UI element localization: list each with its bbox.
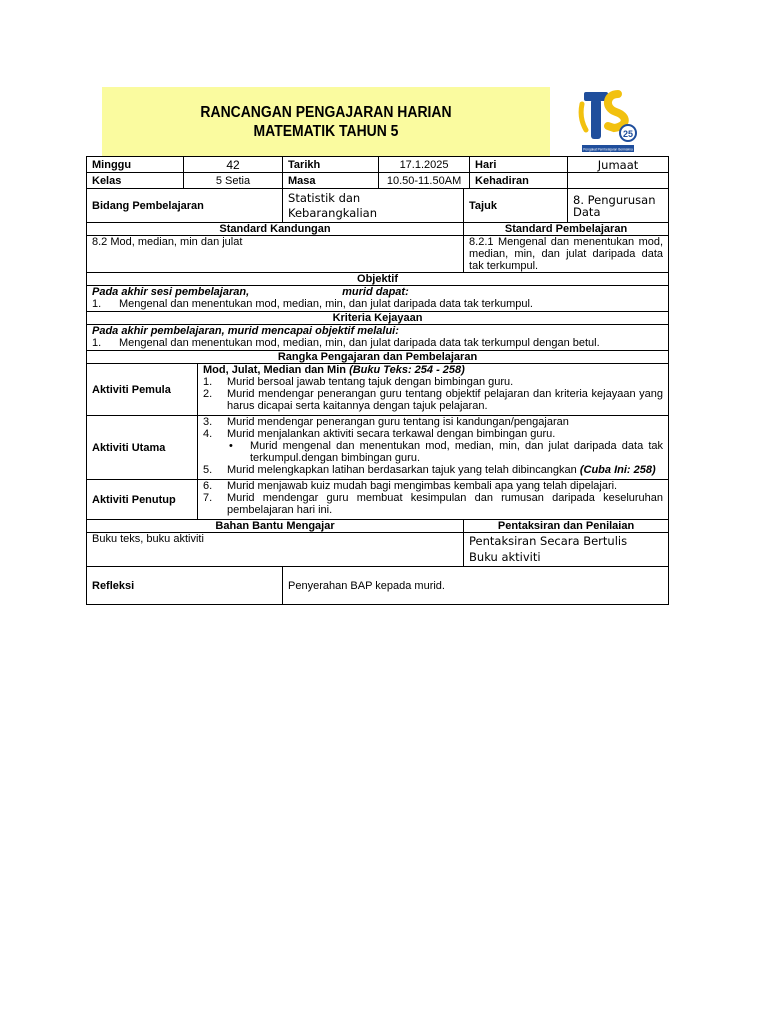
- list-item: 2. Murid mendengar penerangan guru tentang objektif pelajaran dan kriteria kejayaan yang harus dicapai serta kaitannya dengan tajuk pelajaran.: [203, 388, 664, 412]
- objektif-item-number: 1.: [92, 298, 102, 310]
- kehadiran-label: Kehadiran: [470, 173, 568, 189]
- objektif-item: Mengenal dan menentukan mod, median, min, dan julat daripada data tak terkumpul.: [119, 298, 533, 310]
- list-item: 1. Murid bersoal jawab tentang tajuk dengan bimbingan guru.: [203, 376, 514, 388]
- pentaksiran-label: Pentaksiran dan Penilaian: [464, 520, 669, 533]
- bahan-label: Bahan Bantu Mengajar: [87, 520, 464, 533]
- objektif-intro-b: murid dapat:: [342, 286, 409, 298]
- pentaksiran-value-1: Pentaksiran Secara Bertulis: [469, 534, 628, 548]
- aktiviti-pemula-label: Aktiviti Pemula: [87, 364, 198, 416]
- aktiviti-penutup-label: Aktiviti Penutup: [87, 480, 198, 520]
- kriteria-label: Kriteria Kejayaan: [87, 312, 669, 325]
- bullet-icon: •: [229, 440, 233, 452]
- hari-value: Jumaat: [568, 157, 669, 173]
- tarikh-label: Tarikh: [283, 157, 379, 173]
- title-banner: [102, 87, 550, 156]
- standard-pembelajaran-label: Standard Pembelajaran: [464, 223, 669, 236]
- pemula-ref: (Buku Teks: 254 - 258): [349, 364, 465, 376]
- list-item: 5. Murid melengkapkan latihan berdasarkan tajuk yang telah dibincangkan (Cuba Ini: 258): [203, 464, 656, 476]
- hari-label: Hari: [470, 157, 568, 173]
- refleksi-label: Refleksi: [87, 567, 283, 605]
- list-item: 4. Murid menjalankan aktiviti secara terkawal dengan bimbingan guru.: [203, 428, 556, 440]
- minggu-value: 42: [184, 157, 283, 173]
- kelas-value: 5 Setia: [184, 173, 283, 189]
- tajuk-label: Tajuk: [464, 189, 568, 223]
- bahan-value: Buku teks, buku aktiviti: [87, 533, 464, 567]
- page-subtitle: MATEMATIK TAHUN 5: [253, 123, 399, 140]
- refleksi-value: Penyerahan BAP kepada murid.: [283, 567, 669, 605]
- standard-kandungan-label: Standard Kandungan: [87, 223, 464, 236]
- masa-value: 10.50-11.50AM: [379, 173, 470, 189]
- pentaksiran-value-2: Buku aktiviti: [469, 550, 541, 564]
- kehadiran-value: [568, 173, 669, 189]
- standard-pembelajaran-value: 8.2.1 Mengenal dan menentukan mod, median, min, dan julat daripada data tak terkumpul.: [464, 236, 669, 273]
- list-item: 6. Murid menjawab kuiz mudah bagi mengimbas kembali apa yang telah dipelajari.: [203, 480, 618, 492]
- page-title: RANCANGAN PENGAJARAN HARIAN: [200, 104, 452, 121]
- bidang-value-1: Statistik dan: [288, 190, 361, 205]
- kriteria-item-number: 1.: [92, 337, 102, 349]
- pemula-heading: Mod, Julat, Median dan Min: [203, 364, 346, 376]
- tajuk-value: 8. Pengurusan Data: [568, 189, 669, 223]
- masa-label: Masa: [283, 173, 379, 189]
- bidang-value-2: Kebarangkalian: [288, 205, 378, 220]
- logo-number: 25: [622, 129, 634, 139]
- minggu-label: Minggu: [87, 157, 184, 173]
- standard-kandungan-value: 8.2 Mod, median, min dan julat: [87, 236, 464, 273]
- bidang-label: Bidang Pembelajaran: [87, 189, 283, 223]
- lesson-plan-table: [86, 156, 669, 605]
- logo-caption: Pengakat Pembelajaran Bermakna: [583, 147, 633, 152]
- objektif-label: Objektif: [87, 273, 669, 286]
- list-item: 3. Murid mendengar penerangan guru tentang isi kandungan/pengajaran: [203, 416, 569, 428]
- objektif-intro-a: Pada akhir sesi pembelajaran,: [92, 286, 250, 298]
- kriteria-item: Mengenal dan menentukan mod, median, min, dan julat daripada data tak terkumpul dengan betul.: [119, 337, 600, 349]
- kelas-label: Kelas: [87, 173, 184, 189]
- tarikh-value: 17.1.2025: [379, 157, 470, 173]
- kriteria-intro: Pada akhir pembelajaran, murid mencapai objektif melalui:: [92, 325, 399, 337]
- aktiviti-utama-label: Aktiviti Utama: [87, 416, 198, 480]
- ts25-logo: [578, 90, 638, 154]
- utama-bullet-item: • Murid mengenal dan menentukan mod, median, min, dan julat daripada data tak terkumpul.dengan bimbingan guru.: [229, 440, 664, 464]
- rangka-label: Rangka Pengajaran dan Pembelajaran: [87, 351, 669, 364]
- list-item: 7. Murid mendengar guru membuat kesimpulan dan rumusan daripada keseluruhan pembelajaran hari ini.: [203, 492, 664, 516]
